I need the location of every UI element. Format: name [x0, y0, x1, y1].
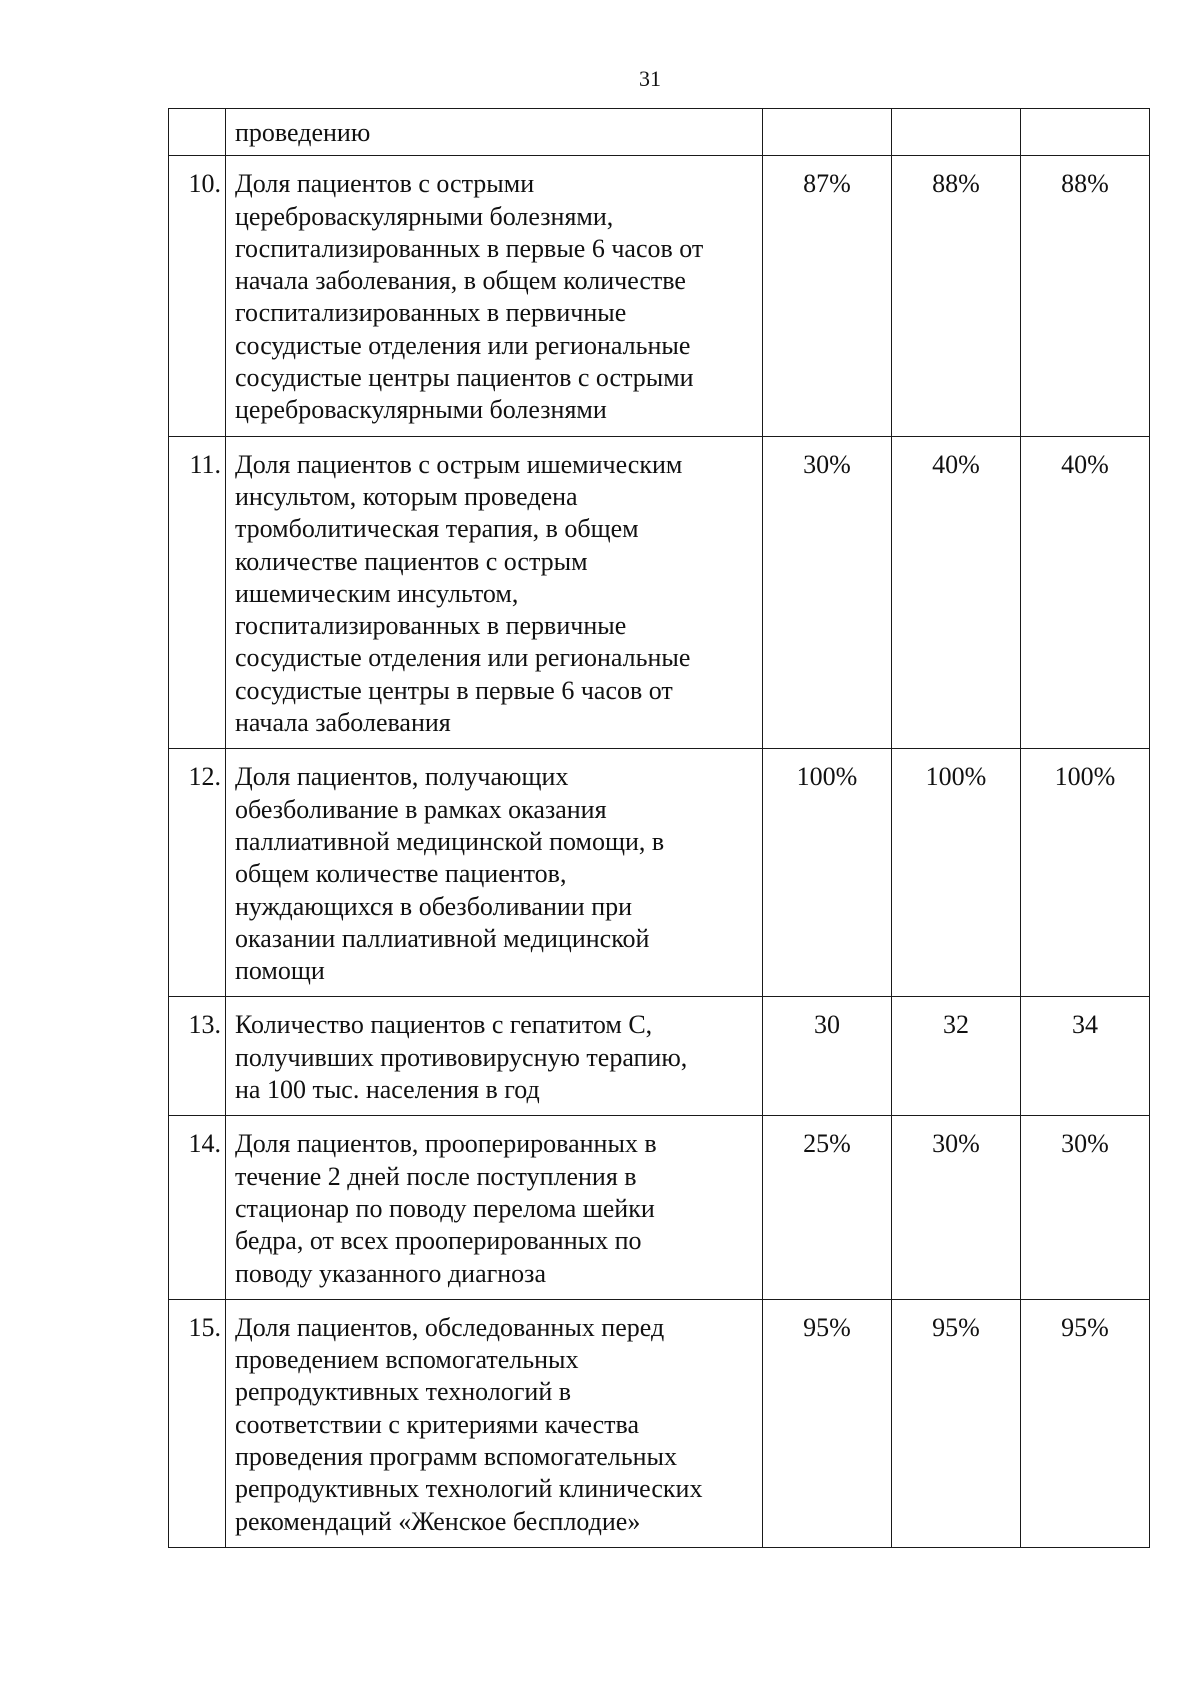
description-line: репродуктивных технологий клинических	[235, 1474, 703, 1504]
description-line: репродуктивных технологий в	[235, 1377, 572, 1407]
value-col-1: 30	[763, 997, 892, 1116]
description-line: бедра, от всех прооперированных по	[235, 1226, 642, 1256]
description-line: рекомендаций «Женское бесплодие»	[235, 1506, 641, 1536]
description-line: сосудистые центры пациентов с острыми	[235, 363, 694, 393]
value-col-2: 100%	[892, 749, 1021, 997]
table-row	[169, 997, 1150, 1116]
table-body	[169, 109, 1150, 1548]
value-col-2: 32	[892, 997, 1021, 1116]
description-line: начала заболевания, в общем количестве	[235, 266, 686, 296]
table-row	[169, 436, 1150, 749]
value-col-2	[892, 109, 1021, 156]
value-col-1: 100%	[763, 749, 892, 997]
description-line: соответствии с критериями качества	[235, 1409, 640, 1439]
description-line: Доля пациентов, обследованных перед	[235, 1312, 665, 1342]
description-line: Доля пациентов с острыми	[235, 169, 535, 199]
description-line: Доля пациентов с острым ишемическим	[235, 449, 683, 479]
description-line: помощи	[235, 956, 325, 986]
row-number: 14.	[169, 1116, 226, 1299]
description-line: общем количестве пациентов,	[235, 859, 567, 889]
value-col-3: 40%	[1021, 436, 1150, 749]
value-col-2: 40%	[892, 436, 1021, 749]
description-line: обезболивание в рамках оказания	[235, 794, 607, 824]
row-description	[226, 1116, 763, 1299]
description-line: оказании паллиативной медицинской	[235, 923, 650, 953]
description-line: проведения программ вспомогательных	[235, 1441, 677, 1471]
value-col-1: 87%	[763, 156, 892, 436]
row-description	[226, 436, 763, 749]
description-line: Доля пациентов, прооперированных в	[235, 1129, 657, 1159]
description-line: сосудистые центры в первые 6 часов от	[235, 675, 673, 705]
table-row	[169, 1116, 1150, 1299]
description-line: госпитализированных в первые 6 часов от	[235, 233, 704, 263]
description-line: течение 2 дней после поступления в	[235, 1161, 637, 1191]
value-col-1: 25%	[763, 1116, 892, 1299]
table-row	[169, 109, 1150, 156]
row-number: 11.	[169, 436, 226, 749]
description-line: Доля пациентов, получающих	[235, 762, 569, 792]
description-line: паллиативной медицинской помощи, в	[235, 826, 665, 856]
value-col-3: 100%	[1021, 749, 1150, 997]
description-line: проведением вспомогательных	[235, 1345, 579, 1375]
description-line: получивших противовирусную терапию,	[235, 1042, 688, 1072]
row-description	[226, 1299, 763, 1547]
row-description	[226, 749, 763, 997]
description-line: на 100 тыс. населения в год	[235, 1075, 540, 1105]
row-number: 13.	[169, 997, 226, 1116]
description-line: инсультом, которым проведена	[235, 481, 578, 511]
row-description	[226, 997, 763, 1116]
row-number: 15.	[169, 1299, 226, 1547]
description-line: сосудистые отделения или региональные	[235, 330, 691, 360]
description-line: стационар по поводу перелома шейки	[235, 1193, 655, 1223]
value-col-3: 34	[1021, 997, 1150, 1116]
value-col-2: 30%	[892, 1116, 1021, 1299]
value-col-2: 88%	[892, 156, 1021, 436]
description-line: начала заболевания	[235, 708, 451, 738]
table-row	[169, 156, 1150, 436]
description-line: количестве пациентов с острым	[235, 546, 588, 576]
value-col-1	[763, 109, 892, 156]
value-col-3: 88%	[1021, 156, 1150, 436]
description-line: госпитализированных в первичные	[235, 611, 627, 641]
row-description	[226, 109, 763, 156]
row-description	[226, 156, 763, 436]
table-row	[169, 1299, 1150, 1547]
row-number: 10.	[169, 156, 226, 436]
row-number	[169, 109, 226, 156]
value-col-3	[1021, 109, 1150, 156]
row-number: 12.	[169, 749, 226, 997]
value-col-3: 30%	[1021, 1116, 1150, 1299]
description-line: цереброваскулярными болезнями,	[235, 201, 614, 231]
description-line: сосудистые отделения или региональные	[235, 643, 691, 673]
description-line: цереброваскулярными болезнями	[235, 395, 607, 425]
value-col-1: 95%	[763, 1299, 892, 1547]
value-col-1: 30%	[763, 436, 892, 749]
description-line: нуждающихся в обезболивании при	[235, 891, 633, 921]
table-row	[169, 749, 1150, 997]
description-line: проведению	[235, 118, 371, 147]
indicators-table	[168, 108, 1150, 1548]
description-line: госпитализированных в первичные	[235, 298, 627, 328]
description-line: ишемическим инсультом,	[235, 578, 519, 608]
description-line: тромболитическая терапия, в общем	[235, 514, 639, 544]
description-line: поводу указанного диагноза	[235, 1258, 546, 1288]
page-number: 31	[639, 66, 661, 91]
value-col-3: 95%	[1021, 1299, 1150, 1547]
value-col-2: 95%	[892, 1299, 1021, 1547]
description-line: Количество пациентов с гепатитом С,	[235, 1010, 653, 1040]
